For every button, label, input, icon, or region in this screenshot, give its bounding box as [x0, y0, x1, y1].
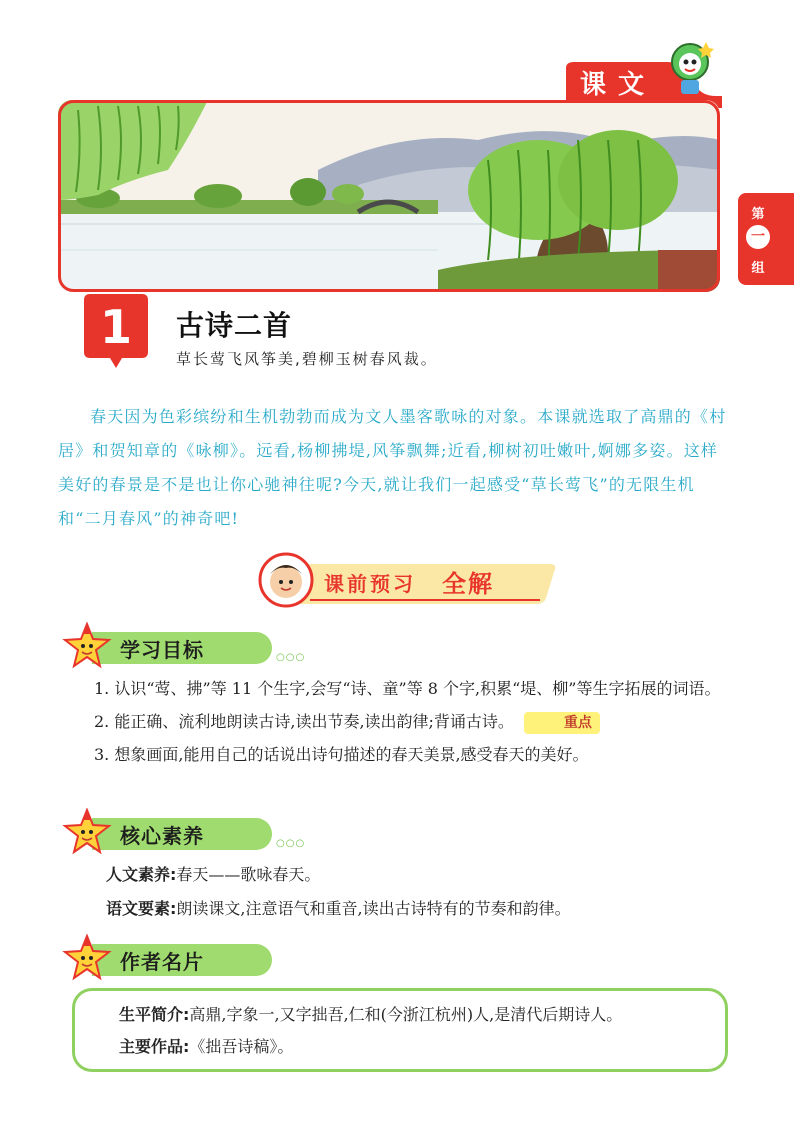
goals-list — [62, 672, 732, 771]
key-point-badge: 重点 — [524, 712, 600, 734]
lesson-title: 古诗二首 — [176, 309, 293, 342]
star-icon — [62, 808, 112, 856]
spring-landscape-illustration — [58, 100, 720, 292]
lesson-number-badge — [84, 294, 148, 368]
core-literacy-content — [106, 858, 726, 926]
author-bio-line — [119, 999, 719, 1031]
humanities-label: 人文素养: — [106, 865, 177, 884]
section-header-author — [62, 934, 292, 982]
humanities-value: 春天——歌咏春天。 — [176, 865, 321, 884]
lesson-subtitle: 草长莺飞风筝美,碧柳玉树春风裁。 — [176, 350, 438, 368]
section-header-core — [62, 808, 306, 856]
goal-item-2 — [62, 705, 732, 738]
humanities-line — [106, 858, 726, 892]
section-title-author: 作者名片 — [120, 950, 204, 974]
preview-banner — [250, 550, 560, 610]
author-works-value: 《拙吾诗稿》。 — [189, 1037, 294, 1056]
decorative-dots: ○○○ — [276, 838, 306, 849]
author-card — [72, 988, 728, 1072]
goal-item-2-text: 2. 能正确、流利地朗读古诗,读出节奏,读出韵律;背诵古诗。 — [94, 712, 514, 731]
side-tab-char-1: 第 — [751, 207, 765, 222]
mascot-icon — [668, 40, 714, 98]
author-bio-label: 生平简介: — [119, 1005, 190, 1024]
author-bio-value: 高鼎,字象一,又字拙吾,仁和(今浙江杭州)人,是清代后期诗人。 — [189, 1005, 623, 1024]
unit-side-tab — [738, 193, 794, 285]
side-tab-unit-number: 一 — [746, 225, 770, 249]
side-tab-char-3: 组 — [751, 261, 765, 276]
lesson-number: 1 — [99, 300, 132, 354]
decorative-dots: ○○○ — [276, 652, 306, 663]
lesson-introduction: 春天因为色彩缤纷和生机勃勃而成为文人墨客歌咏的对象。本课就选取了高鼎的《村居》和贺知章的《咏柳》。远看,杨柳拂堤,风筝飘舞;近看,柳树初吐嫩叶,婀娜多姿。这样美好的春景是不是也让你心驰神往呢?今天,就让我们一起感受“草长莺飞”的无限生机和“二月春风”的神奇吧! — [58, 407, 727, 528]
lesson-type-label: 课文 — [580, 70, 657, 100]
banner-highlight: 全解 — [442, 570, 494, 598]
author-card-content — [119, 999, 719, 1063]
section-title-goals: 学习目标 — [120, 638, 204, 662]
author-works-label: 主要作品: — [119, 1037, 190, 1056]
star-icon — [62, 934, 112, 982]
goal-item-1: 1. 认识“莺、拂”等 11 个生字,会写“诗、童”等 8 个字,积累“堤、柳”等生字拓展的词语。 — [94, 679, 721, 698]
language-value: 朗读课文,注意语气和重音,读出古诗特有的节奏和韵律。 — [176, 899, 571, 918]
banner-label: 课前预习 — [324, 572, 416, 596]
section-title-core: 核心素养 — [120, 824, 204, 848]
language-line — [106, 892, 726, 926]
goal-item-3: 3. 想象画面,能用自己的话说出诗句描述的春天美景,感受春天的美好。 — [94, 745, 589, 764]
author-works-line — [119, 1031, 719, 1063]
star-icon — [62, 622, 112, 670]
section-header-goals — [62, 622, 306, 670]
language-label: 语文要素: — [106, 899, 177, 918]
